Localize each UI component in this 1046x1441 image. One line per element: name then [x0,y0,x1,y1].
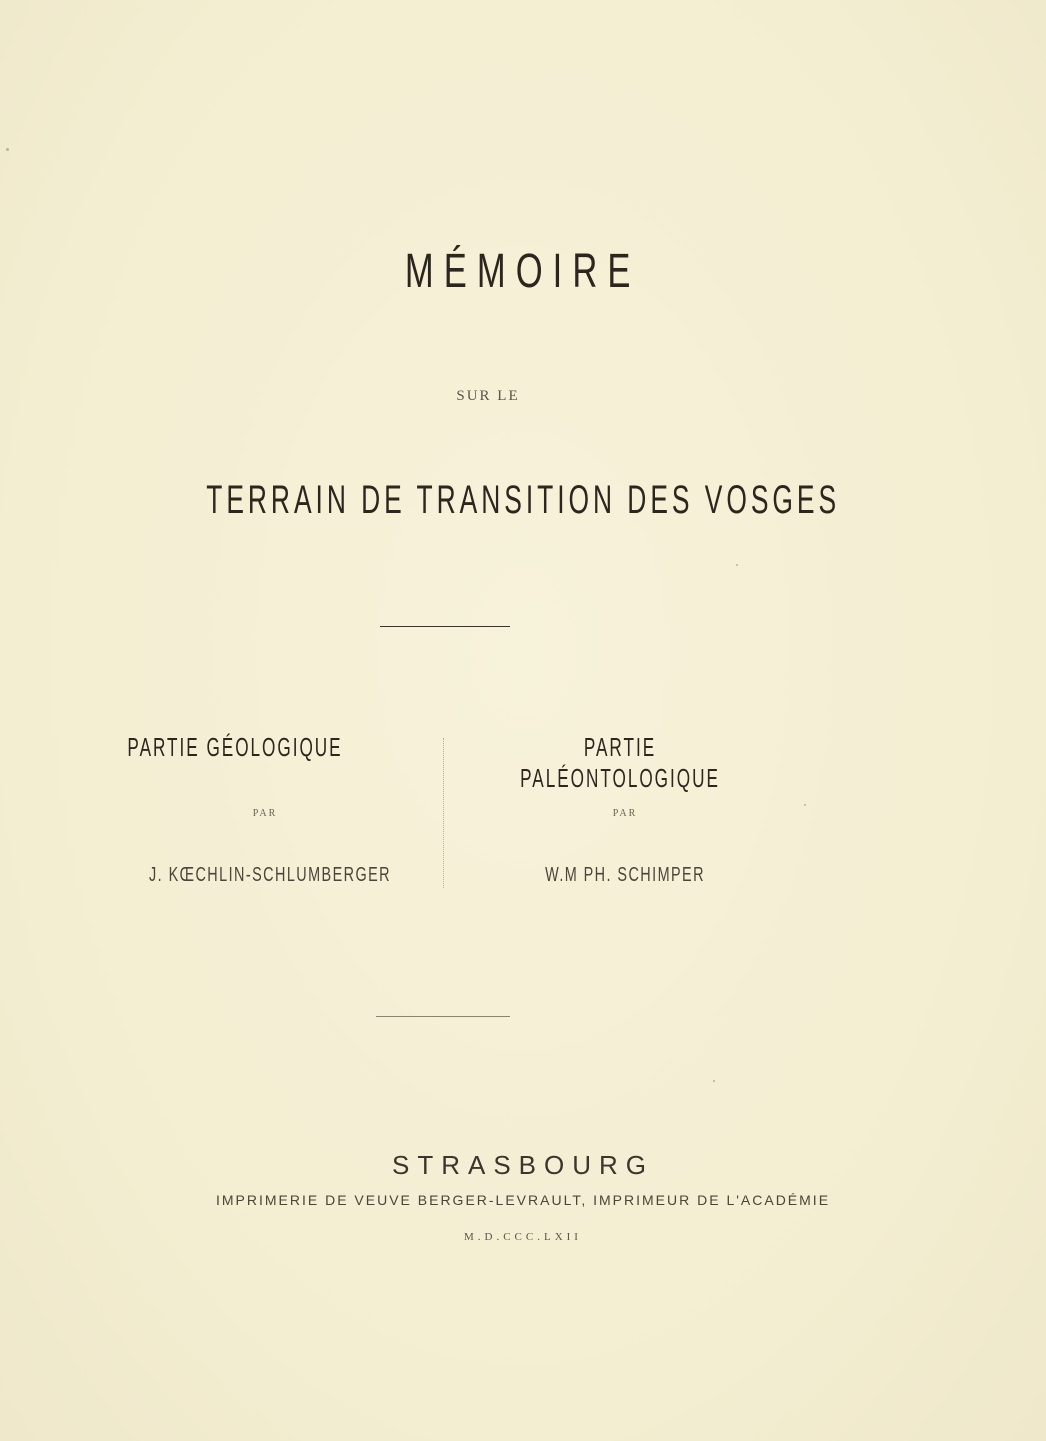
left-author-text: J. KŒCHLIN-SCHLUMBERGER [149,864,391,886]
right-par-label: PAR [612,808,638,819]
subtitle [0,388,1046,405]
subtitle-text: SUR LE [456,388,520,404]
right-column-heading [440,732,800,794]
right-column-heading-text: PARTIE PALÉONTOLOGIQUE [520,732,720,793]
paper-speck [804,804,806,806]
left-column-heading-text: PARTIE GÉOLOGIQUE [127,732,343,762]
imprint-printer: IMPRIMERIE DE VEUVE BERGER-LEVRAULT, IMPRIMEUR DE L'ACADÉMIE [215,1192,831,1208]
left-column-heading [60,732,410,763]
divider-rule-bottom [376,1016,510,1017]
main-heading [0,478,1046,523]
page-title [0,244,1046,299]
right-author-text: W.M PH. SCHIMPER [545,864,705,886]
imprint-city: STRASBOURG [391,1150,655,1180]
paper-speck [713,1080,715,1082]
left-par-label: PAR [252,808,278,819]
paper-speck [6,148,9,151]
imprint-date: M.D.CCC.LXII [464,1231,582,1243]
title-text: MÉMOIRE [405,245,641,298]
left-author [60,864,480,887]
divider-rule-top [380,626,510,627]
paper-speck [736,564,738,566]
right-author [440,864,810,887]
main-heading-text: TERRAIN DE TRANSITION DES VOSGES [206,478,840,522]
